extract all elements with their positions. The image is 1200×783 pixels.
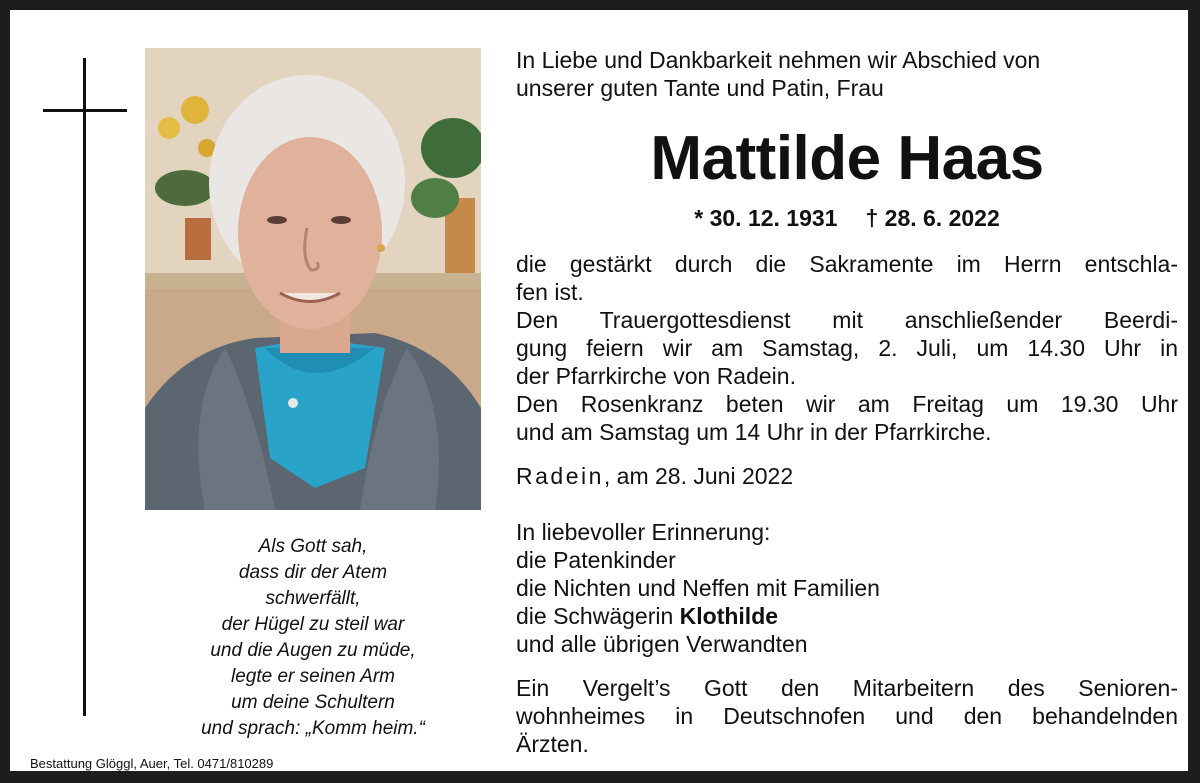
- place-date: [516, 462, 1178, 490]
- remembrance-list: [516, 518, 1178, 658]
- poem-line: legte er seinen Arm: [230, 666, 396, 687]
- body-line: Den Trauergottesdienst mit anschließender Beerdi-: [516, 307, 1178, 333]
- service-text: [516, 250, 1178, 446]
- remembrance-heading: In liebevoller Erinnerung:: [516, 519, 771, 545]
- portrait-photo: [145, 48, 481, 510]
- intro-text: [516, 46, 1178, 102]
- mourner-line: [516, 602, 1178, 630]
- body-line: der Pfarrkirche von Radein.: [516, 363, 796, 389]
- life-dates: [516, 203, 1178, 233]
- poem-line: Als Gott sah,: [258, 536, 368, 557]
- poem-line: der Hügel zu steil war: [221, 614, 405, 635]
- poem-line: schwerfällt,: [265, 588, 361, 609]
- body-line: die gestärkt durch die Sakramente im Herrn entschla-: [516, 251, 1178, 277]
- place-town: Radein: [516, 463, 604, 489]
- poem-line: und sprach: „Komm heim.“: [201, 718, 425, 739]
- deceased-name: Mattilde Haas: [650, 124, 1044, 193]
- poem: [145, 534, 481, 742]
- intro-line: In Liebe und Dankbarkeit nehmen wir Abschied von: [516, 47, 1041, 73]
- mourner-line: und alle übrigen Verwandten: [516, 631, 808, 657]
- cross-icon: [83, 58, 86, 716]
- cross-icon-bar: [43, 109, 127, 112]
- mourner-line: die Patenkinder: [516, 547, 676, 573]
- funeral-home-footer: Bestattung Glöggl, Auer, Tel. 0471/810289: [30, 756, 274, 771]
- place-date-text: , am 28. Juni 2022: [603, 463, 794, 489]
- body-line: fen ist.: [516, 279, 584, 305]
- poem-line: dass dir der Atem: [238, 562, 388, 583]
- body-line: Den Rosenkranz beten wir am Freitag um 19.30 Uhr: [516, 391, 1178, 417]
- body-line: gung feiern wir am Samstag, 2. Juli, um 14.30 Uhr in: [516, 335, 1178, 361]
- mourner-line: die Nichten und Neffen mit Familien: [516, 575, 880, 601]
- birth-date: * 30. 12. 1931: [694, 205, 838, 231]
- intro-line: unserer guten Tante und Patin, Frau: [516, 75, 884, 101]
- poem-line: und die Augen zu müde,: [210, 640, 416, 661]
- obituary-card: [10, 10, 1188, 771]
- body-line: und am Samstag um 14 Uhr in der Pfarrkirche.: [516, 419, 992, 445]
- poem-line: um deine Schultern: [231, 692, 395, 713]
- thanks-line: wohnheimes in Deutschnofen und den behandelnden: [516, 703, 1178, 729]
- thanks-text: [516, 674, 1178, 758]
- thanks-line: Ein Vergelt’s Gott den Mitarbeitern des Senioren-: [516, 675, 1178, 701]
- mourner-prefix: die Schwägerin: [516, 603, 674, 629]
- mourner-name: Klothilde: [679, 603, 779, 629]
- thanks-line: Ärzten.: [516, 731, 589, 757]
- death-date: † 28. 6. 2022: [865, 205, 1000, 231]
